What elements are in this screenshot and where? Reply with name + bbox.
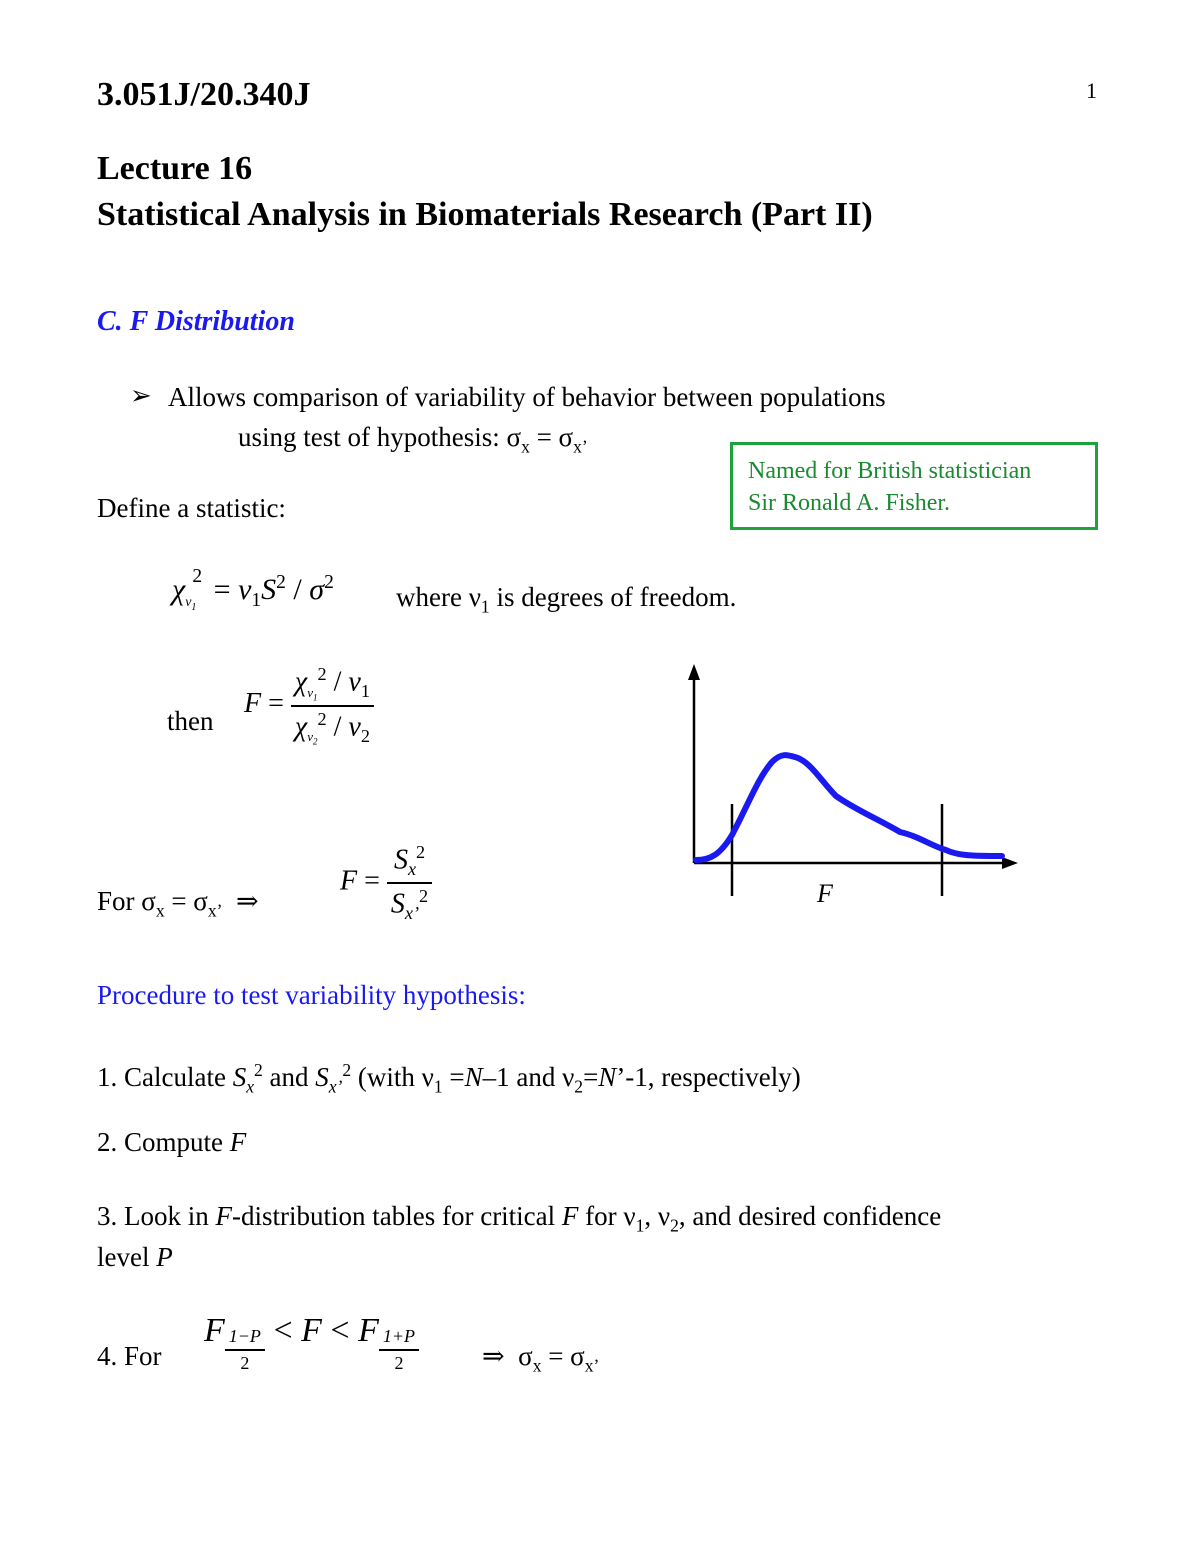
for-sigma-label: For $\sigma_x = \sigma_{x’}$ ⇒ (97, 886, 259, 921)
f-distribution-graph (680, 660, 1030, 910)
bullet-line-2: using test of hypothesis: $\sigma_x = \sigma_{x’}$ (238, 422, 588, 457)
step-4-label: 4. For (97, 1341, 162, 1371)
step-4-result: ⇒ $\sigma_x = \sigma_{x’}$ (482, 1341, 600, 1376)
note-line-1: Named for British statistician (748, 458, 1032, 484)
step-4-inequality: F $\frac{1-P}{2}$ < F < F $\frac{1+P}{2}$ (204, 1312, 419, 1374)
step-1: 1. Calculate $S_x^2$ and $S_{x’}^2$ (with $\nu_1 =N-1$ and $\nu_2=N’-1$, respectively) (97, 1060, 801, 1097)
bullet-line-1: Allows comparison of variability of behavior between populations (168, 382, 886, 412)
chi-square-note: where $\nu_1$ is degrees of freedom. (396, 582, 737, 617)
x-axis-arrow-icon (1002, 857, 1018, 869)
procedure-heading: Procedure to test variability hypothesis: (97, 980, 526, 1010)
graph-x-label: F (817, 879, 833, 908)
note-line-2: Sir Ronald A. Fisher. (748, 490, 951, 516)
f-variance-ratio: F = $\frac{S_x^2}{S_{x’}^2}$ (340, 842, 432, 924)
arrow-bullet-icon: ➢ (130, 381, 152, 411)
course-number: 3.051J/20.340J (97, 76, 311, 113)
f-distribution-curve (696, 755, 1002, 860)
section-heading: C. F Distribution (97, 306, 295, 337)
step-3-line-1: 3. Look in F-distribution tables for critical F for $\nu_1$, $\nu_2$, and desired confidence (97, 1201, 942, 1236)
step-3 (97, 1200, 941, 1273)
then-label: then (167, 706, 214, 736)
page-number: 1 (1086, 78, 1097, 103)
step-3-line-2: level P (97, 1242, 173, 1273)
lecture-number: Lecture 16 (97, 150, 253, 187)
lecture-heading (97, 146, 873, 238)
chi-square-equation: $\chi_{\nu_1}^2 = \nu_1S^2 / \sigma^2$ (172, 566, 334, 613)
fisher-note-box (730, 442, 1098, 530)
y-axis-arrow-icon (688, 664, 700, 680)
f-ratio-definition: F = $\frac{\chi_{\nu_1}^2 / \nu_1}{\chi_{\nu_2}^2 / \nu_2}$ (244, 664, 374, 747)
lecture-title: Statistical Analysis in Biomaterials Research (Part II) (97, 196, 873, 233)
define-label: Define a statistic: (97, 493, 286, 523)
step-2: 2. Compute F (97, 1127, 247, 1157)
